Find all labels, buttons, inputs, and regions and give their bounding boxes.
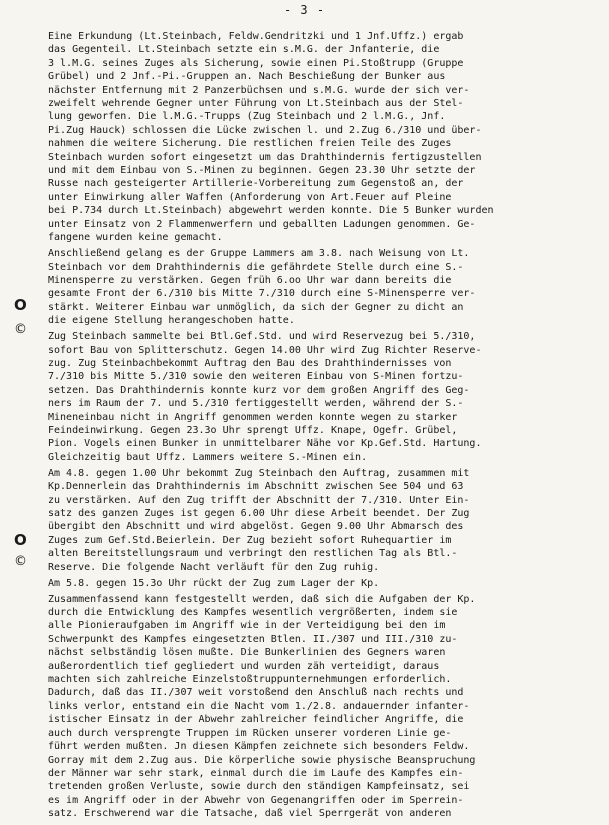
paragraph <box>48 30 606 245</box>
text-line: nahmen die weitere Sicherung. Die restlichen freien Teile des Zuges <box>48 138 452 150</box>
text-line: alten Bereitstellungsraum und verbringt den restlichen Tag als Btl.- <box>48 548 458 560</box>
text-line: auch durch versprengte Truppen im Rücken unserer vorderen Linie ge- <box>48 727 452 739</box>
text-line: zweifelt wehrende Gegner unter Führung von Lt.Steinbach aus der Stel- <box>48 98 464 110</box>
text-line: Minensperre zu verstärken. Gegen früh 6.oo Uhr war dann bereits die <box>48 274 452 286</box>
margin-mark-ring: © <box>14 554 27 569</box>
text-line: die eigene Stellung herangeschoben hatte. <box>48 315 295 327</box>
text-line: ners im Raum der 7. und 5./310 fertiggestellt werden, während der S.- <box>48 398 464 410</box>
text-line: außerordentlich tief gegliedert und wurden zäh verteidigt, daraus <box>48 660 440 672</box>
text-line: Gorray mit dem 2.Zug aus. Die körperliche sowie physische Beanspruchung <box>48 754 476 766</box>
text-line: setzen. Das Drahthindernis konnte kurz vor dem großen Angriff des Geg- <box>48 384 470 396</box>
text-line: Zuges zum Gef.Std.Beierlein. Der Zug bezieht sofort Ruhequartier im <box>48 534 452 546</box>
text-line: durch die Entwicklung des Kampfes wesentlich vergrößerten, indem sie <box>48 607 458 619</box>
text-line: sofort Bau von Splitterschutz. Gegen 14.00 Uhr wird Zug Richter Reserve- <box>48 344 482 356</box>
text-line: gesamte Front der 6./310 bis Mitte 7./310 durch eine S-Minensperre ver- <box>48 288 476 300</box>
text-line: Dadurch, daß das II./307 weit vorstoßend den Anschluß nach rechts und <box>48 687 464 699</box>
text-line: nächster Entfernung mit 2 Panzerbüchsen und s.M.G. wurde der sich ver- <box>48 84 470 96</box>
text-line: nächst selbständig lösen mußte. Die Bunkerlinien des Gegners waren <box>48 647 446 659</box>
text-line: istischer Einsatz in der Abwehr zahlreicher feindlicher Angriffe, die <box>48 714 464 726</box>
paragraph <box>48 467 606 574</box>
text-line: Pion. Vogels einen Bunker in unmittelbarer Nähe vor Kp.Gef.Std. Hartung. <box>48 438 482 450</box>
margin-mark-ring: © <box>14 322 27 337</box>
text-line: machten sich zahlreiche Einzelstoßtruppunternehmungen erforderlich. <box>48 674 452 686</box>
text-line: alle Pionieraufgaben im Angriff wie in der Verteidigung bei den im <box>48 620 446 632</box>
text-line: das Gegenteil. Lt.Steinbach setzte ein s.M.G. der Jnfanterie, die <box>48 44 440 56</box>
text-line: Zusammenfassend kann festgestellt werden, daß sich die Aufgaben der Kp. <box>48 593 476 605</box>
text-line: unter Einwirkung aller Waffen (Anforderung von Art.Feuer auf Pleine <box>48 191 452 203</box>
text-line: Kp.Dennerlein das Drahthindernis im Abschnitt zwischen See 504 und 63 <box>48 481 464 493</box>
text-line: Feindeinwirkung. Gegen 23.3o Uhr sprengt Uffz. Knape, Ogefr. Grübel, <box>48 424 458 436</box>
page-number: - 3 - <box>283 3 326 17</box>
text-line: 3 l.M.G. seines Zuges als Sicherung, sowie einen Pi.Stoßtrupp (Gruppe <box>48 57 464 69</box>
text-line: Am 4.8. gegen 1.00 Uhr bekommt Zug Steinbach den Auftrag, zusammen mit <box>48 467 470 479</box>
paragraph <box>48 577 606 590</box>
text-line: satz. Erschwerend war die Tatsache, daß viel Sperrgerät von anderen <box>48 808 452 820</box>
text-line: stärkt. Weiterer Einbau war unmöglich, da sich der Gegner zu dicht an <box>48 301 464 313</box>
text-line: und mit dem Einbau von S.-Minen zu beginnen. Gegen 23.30 Uhr setzte der <box>48 165 476 177</box>
margin-mark-circle: O <box>14 531 27 549</box>
text-line: Eine Erkundung (Lt.Steinbach, Feldw.Gendritzki und 1 Jnf.Uffz.) ergab <box>48 31 464 42</box>
text-line: Gleichzeitig baut Uffz. Lammers weitere S.-Minen ein. <box>48 451 368 463</box>
text-line: Grübel) und 2 Jnf.-Pi.-Gruppen an. Nach Beschießung der Bunker aus <box>48 71 446 83</box>
text-line: Steinbach wurden sofort eingesetzt um das Drahthindernis fertigzustellen <box>48 151 482 163</box>
text-line: Pi.Zug Hauck) schlossen die Lücke zwischen l. und 2.Zug 6./310 und über- <box>48 124 482 136</box>
text-line: lung geworfen. Die l.M.G.-Trupps (Zug Steinbach und 2 l.M.G., Jnf. <box>48 111 446 123</box>
paragraph <box>48 247 606 327</box>
text-line: links verlor, entstand ein die Nacht vom 1./2.8. andauernder infanter- <box>48 700 470 712</box>
text-line: der Männer war sehr stark, einmal durch die im Laufe des Kampfes ein- <box>48 767 464 779</box>
text-line: tretenden großen Verluste, sowie durch den ständigen Kampfeinsatz, sei <box>48 781 470 793</box>
text-line: führt werden mußten. Jn diesen Kämpfen zeichnete sich besonders Feldw. <box>48 741 470 753</box>
paragraph <box>48 593 606 821</box>
text-line: es im Angriff oder in der Abwehr von Gegenangriffen oder im Sperrein- <box>48 794 464 806</box>
text-line: Anschließend gelang es der Gruppe Lammers am 3.8. nach Weisung von Lt. <box>48 248 470 260</box>
text-line: satz des ganzen Zuges ist gegen 6.00 Uhr diese Arbeit beendet. Der Zug <box>48 508 470 519</box>
text-line: fangene wurden keine gemacht. <box>48 232 223 244</box>
text-line: übergibt den Abschnitt und wird abgelöst. Gegen 9.00 Uhr Abmarsch des <box>48 521 464 533</box>
text-line: zu verstärken. Auf den Zug trifft der Abschnitt der 7./310. Unter Ein- <box>48 494 470 506</box>
text-line: unter Einsatz von 2 Flammenwerfern und geballten Ladungen genommen. Ge- <box>48 218 476 230</box>
text-line: Am 5.8. gegen 15.3o Uhr rückt der Zug zum Lager der Kp. <box>48 577 380 589</box>
text-line: Steinbach vor dem Drahthindernis die gefährdete Stelle durch eine S.- <box>48 261 464 273</box>
text-line: Reserve. Die folgende Nacht verläuft für den Zug ruhig. <box>48 561 380 573</box>
text-line: Russe nach gesteigerter Artillerie-Vorbereitung zum Gegenstoß an, der <box>48 178 464 190</box>
paragraph <box>48 330 606 464</box>
text-line: 7./310 bis Mitte 5./310 sowie den weiteren Einbau von S-Minen fortzu- <box>48 371 464 383</box>
text-line: Mineneinbau nicht in Angriff genommen werden konnte wegen zu starker <box>48 411 458 423</box>
text-line: zug. Zug Steinbachbekommt Auftrag den Bau des Drahthindernisses von <box>48 357 452 369</box>
margin-mark-circle: O <box>14 296 27 314</box>
text-line: Schwerpunkt des Kampfes eingesetzten Btlen. II./307 und III./310 zu- <box>48 633 458 645</box>
text-line: bei P.734 durch Lt.Steinbach) abgewehrt werden konnte. Die 5 Bunker wurden <box>48 205 494 217</box>
document-body <box>48 30 606 823</box>
text-line: Zug Steinbach sammelte bei Btl.Gef.Std. und wird Reservezug bei 5./310, <box>48 331 476 343</box>
